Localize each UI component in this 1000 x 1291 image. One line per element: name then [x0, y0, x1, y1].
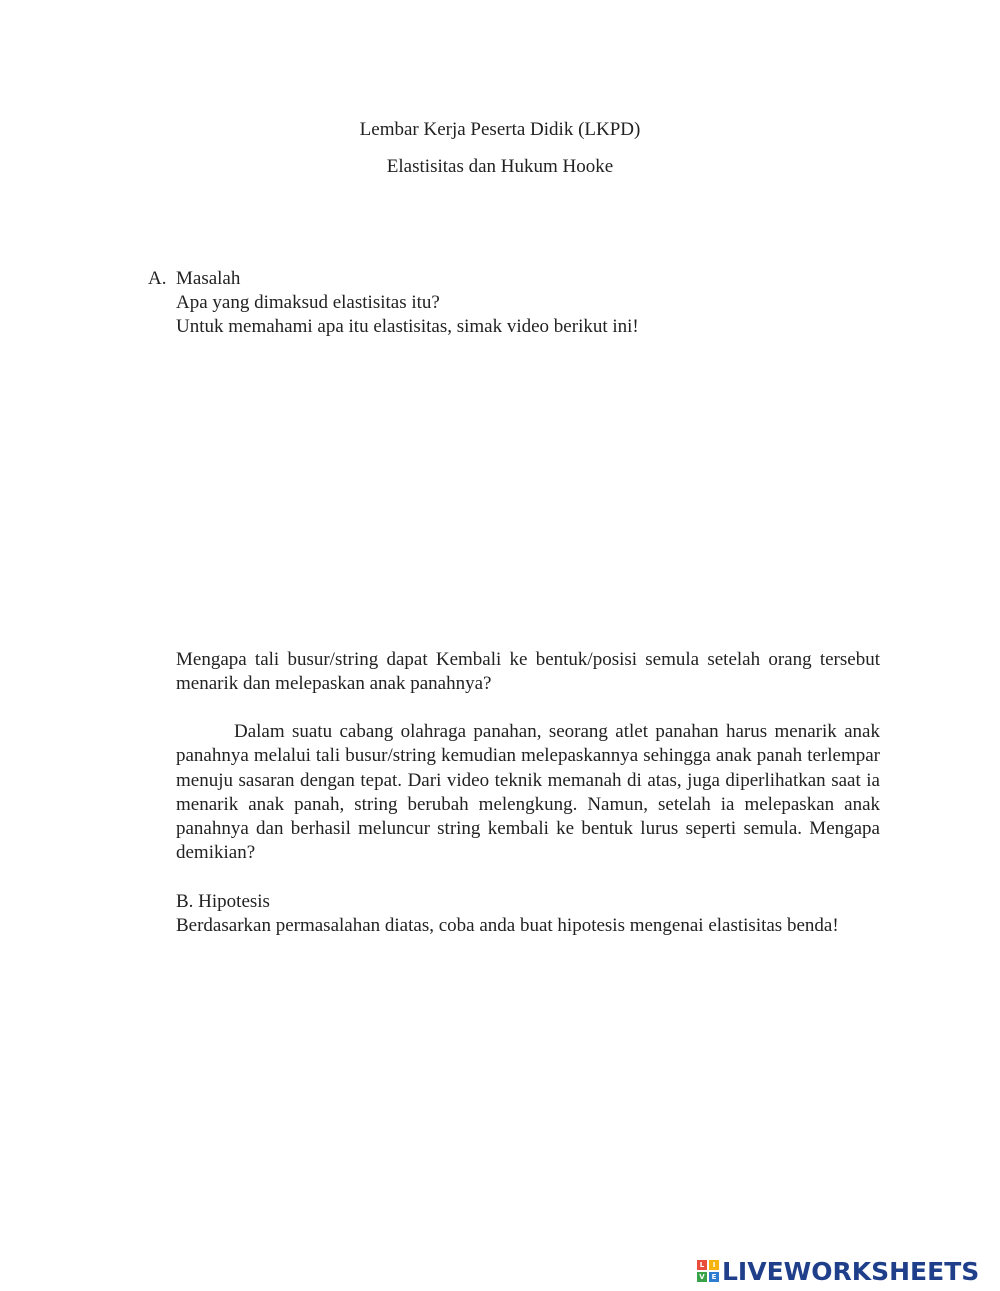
problem-story	[176, 720, 880, 866]
section-b-heading: B. Hipotesis	[176, 891, 270, 912]
logo-mark-cell: I	[709, 1260, 719, 1270]
logo-mark-icon	[697, 1260, 719, 1282]
section-b	[176, 890, 880, 939]
section-a-letter: A.	[148, 268, 167, 289]
logo-text: LIVEWORKSHEETS	[722, 1256, 980, 1286]
logo-mark-cell: V	[697, 1272, 707, 1282]
logo-mark-cell: E	[709, 1272, 719, 1282]
page-title: Lembar Kerja Peserta Didik (LKPD)	[359, 119, 641, 140]
problem-story-text: Dalam suatu cabang olahraga panahan, seorang atlet panahan harus menarik anak panahnya melalui tali busur/string kemudian melepaskannya sehingga anak panah terlempar menuju sasaran dengan tepat. Dari video teknik memanah di atas, juga diperlihatkan saat ia menarik anak panah, string berubah melengkung. Namun, setelah ia melepaskan anak panahnya dan berhasil meluncur string kembali ke bentuk lurus seperti semula. Mengapa demikian?	[176, 721, 880, 864]
liveworksheets-logo	[697, 1256, 979, 1286]
section-a-question: Apa yang dimaksud elastisitas itu?	[176, 292, 440, 313]
section-a-heading: Masalah	[176, 268, 241, 289]
section-b-instruction: Berdasarkan permasalahan diatas, coba anda buat hipotesis mengenai elastisitas benda!	[176, 915, 839, 937]
logo-mark-cell: L	[697, 1260, 707, 1270]
page-subtitle: Elastisitas dan Hukum Hooke	[386, 156, 614, 177]
section-a	[148, 267, 888, 339]
section-a-instruction: Untuk memahami apa itu elastisitas, simak video berikut ini!	[176, 316, 639, 337]
problem-question-text: Mengapa tali busur/string dapat Kembali ke bentuk/posisi semula setelah orang tersebut menarik dan melepaskan anak panahnya?	[176, 649, 880, 695]
problem-question	[176, 648, 880, 697]
